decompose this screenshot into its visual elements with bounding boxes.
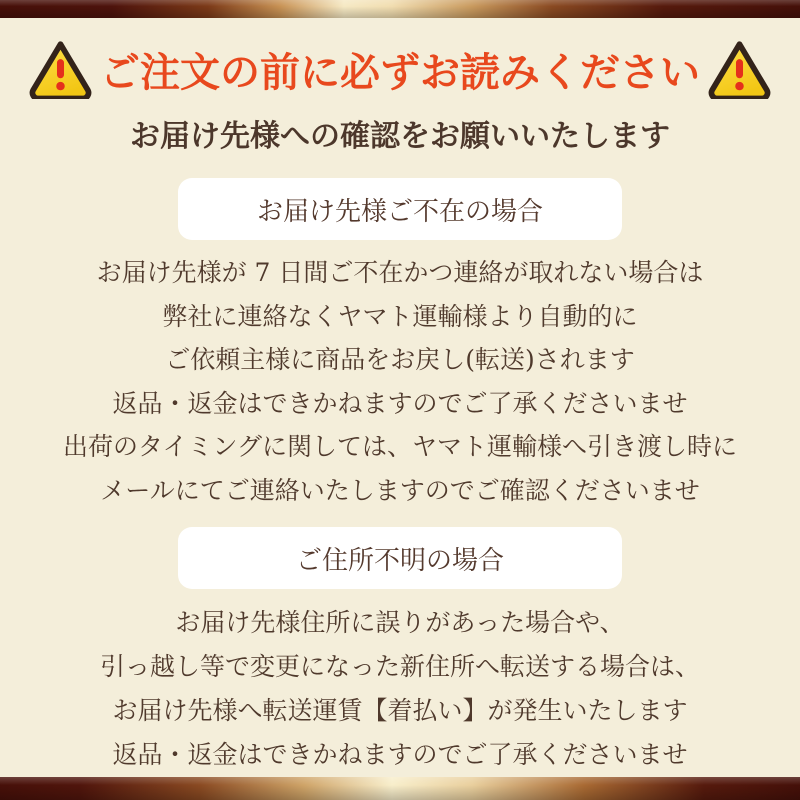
body-line: 返品・返金はできかねますのでご了承くださいませ bbox=[112, 740, 688, 769]
body-line: お届け先様へ転送運賃【着払い】が発生いたします bbox=[112, 696, 688, 725]
section-card-unknown-address bbox=[178, 527, 622, 589]
page-subtitle: お届け先様への確認をお願いいたします bbox=[130, 119, 670, 154]
exclamation-bar bbox=[736, 59, 743, 78]
body-line: 返品・返金はできかねますのでご了承くださいませ bbox=[112, 388, 688, 418]
section-heading-unknown-address: ご住所不明の場合 bbox=[295, 545, 504, 576]
bottom-gradient-bar bbox=[0, 777, 800, 800]
top-gradient-bar bbox=[0, 0, 800, 18]
body-line: メールにてご連絡いたしますのでご確認くださいませ bbox=[100, 475, 700, 505]
body-line: お届け先様住所に誤りがあった場合や、 bbox=[175, 608, 625, 637]
warning-triangle-icon bbox=[27, 39, 94, 99]
exclamation-bar bbox=[57, 59, 64, 78]
exclamation-dot bbox=[56, 82, 64, 90]
title-row bbox=[0, 38, 800, 100]
body-line: ご依頼主様に商品をお戻し(転送)されます bbox=[165, 345, 635, 374]
section-card-absent bbox=[178, 178, 622, 240]
body-line: 出荷のタイミングに関しては、ヤマト運輸様へ引き渡し時に bbox=[62, 432, 737, 461]
warning-triangle-icon bbox=[706, 39, 773, 99]
section-body-absent bbox=[0, 251, 800, 512]
exclamation-dot bbox=[735, 82, 743, 90]
section-body-unknown-address bbox=[0, 601, 800, 777]
section-heading-absent: お届け先様ご不在の場合 bbox=[256, 196, 543, 227]
body-line: 弊社に連絡なくヤマト運輸様より自動的に bbox=[162, 301, 638, 331]
body-line: お届け先様が 7 日間ご不在かつ連絡が取れない場合は bbox=[96, 258, 704, 287]
page-title: ご注文の前に必ずお読みください bbox=[100, 48, 700, 96]
body-line: 引っ越し等で変更になった新住所へ転送する場合は、 bbox=[99, 652, 700, 681]
